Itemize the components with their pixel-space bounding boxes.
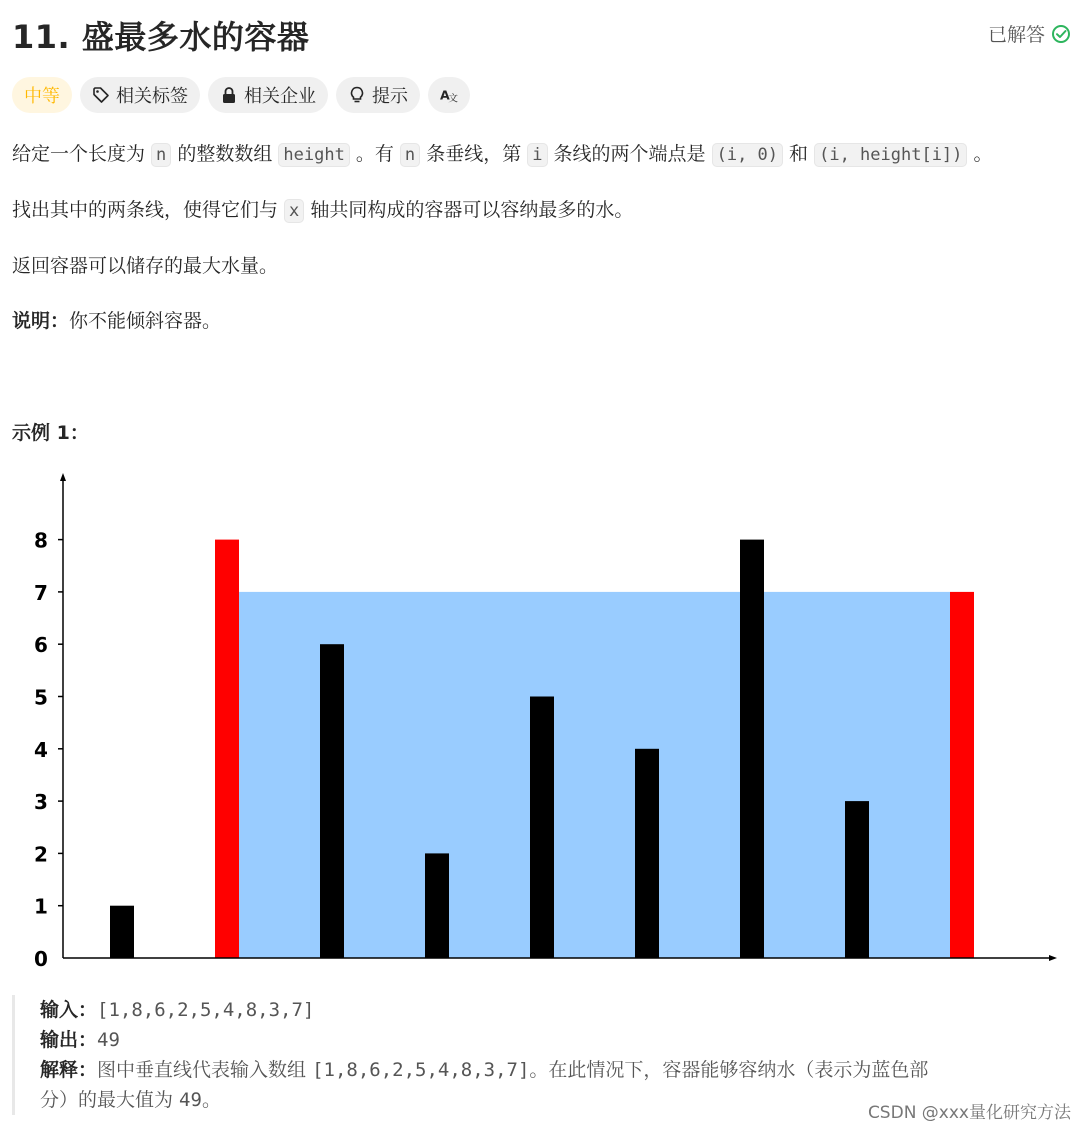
note-text: 你不能倾斜容器。 [69,310,222,332]
bar [110,906,134,958]
desc-text: 给定一个长度为 [12,143,152,165]
tag-bar [12,77,470,113]
inline-code: (i, height[i]) [814,143,967,167]
bar [425,853,449,958]
explain-text: 。 [201,1089,221,1111]
y-axis-arrow [60,473,66,481]
description-paragraph-1 [12,139,992,170]
hint-label: 提示 [372,86,408,107]
note-label: 说明： [12,310,70,332]
container-chart [0,465,1085,985]
explain-text: 分）的最大值为 [40,1089,180,1111]
bar [635,749,659,958]
desc-text: 条垂线，第 [420,143,528,165]
y-tick-label: 1 [34,894,48,919]
y-tick-label: 7 [34,580,48,605]
input-label: 输入： [40,999,98,1021]
explain-label: 解释： [40,1059,98,1081]
desc-text: 条线的两个端点是 [547,143,712,165]
translate-button[interactable] [428,77,470,113]
highlighted-bar [950,592,974,958]
y-tick-label: 3 [34,790,48,815]
description-paragraph-3: 返回容器可以储存的最大水量。 [12,255,279,277]
svg-text:文: 文 [448,93,458,104]
desc-text: 找出其中的两条线，使得它们与 [12,199,285,221]
lock-icon [220,86,238,104]
difficulty-badge [12,77,72,113]
inline-code: (i, 0) [712,143,783,167]
svg-text:A: A [440,87,450,103]
output-label: 输出： [40,1029,98,1051]
x-axis-arrow [1049,955,1057,961]
desc-text: 轴共同构成的容器可以容纳最多的水。 [304,199,634,221]
inline-code: i [527,143,547,167]
y-tick-label: 5 [34,685,48,710]
bar [740,540,764,958]
bar [530,697,554,959]
inline-code: x [284,199,304,223]
bar [845,801,869,958]
related-tags-label: 相关标签 [116,86,188,107]
desc-text: 和 [783,143,815,165]
example-block [12,995,1072,1115]
tag-icon [92,86,110,104]
output-value: 49 [97,1029,120,1051]
input-value: [1,8,6,2,5,4,8,3,7] [97,999,315,1021]
y-tick-label: 0 [34,947,48,971]
watermark: CSDN @xxx量化研究方法 [867,1103,1071,1123]
y-tick-label: 4 [34,737,48,762]
problem-header [12,10,1071,56]
difficulty-label: 中等 [24,86,60,107]
check-circle-icon [1051,24,1071,44]
lightbulb-icon [348,86,366,104]
page-title: 11. 盛最多水的容器 [12,18,310,56]
highlighted-bar [215,540,239,958]
desc-text: 。有 [349,143,400,165]
translate-icon [440,86,458,104]
related-companies-label: 相关企业 [244,86,316,107]
related-tags-button[interactable] [80,77,200,113]
explain-array: [1,8,6,2,5,4,8,3,7] [312,1059,530,1081]
inline-code: height [278,143,349,167]
inline-code: n [400,143,420,167]
example-title: 示例 1： [12,422,89,444]
desc-text: 。 [967,143,993,165]
explain-value: 49 [179,1089,202,1111]
solved-status [988,20,1071,47]
example-output-line [40,1025,1072,1055]
y-tick-label: 2 [34,842,48,867]
y-tick-label: 8 [34,528,48,553]
solved-label: 已解答 [987,24,1045,46]
explain-text: 。在此情况下，容器能够容纳水（表示为蓝色部 [529,1059,929,1081]
related-companies-button[interactable] [208,77,328,113]
description-paragraph-2 [12,195,633,226]
inline-code: n [151,143,171,167]
water-area [239,592,950,958]
bar [320,644,344,958]
description-paragraph-4 [12,306,221,336]
y-tick-label: 6 [34,633,48,658]
explain-text: 图中垂直线代表输入数组 [97,1059,313,1081]
desc-text: 的整数数组 [171,143,279,165]
example-input-line [40,995,1072,1025]
hint-button[interactable] [336,77,420,113]
